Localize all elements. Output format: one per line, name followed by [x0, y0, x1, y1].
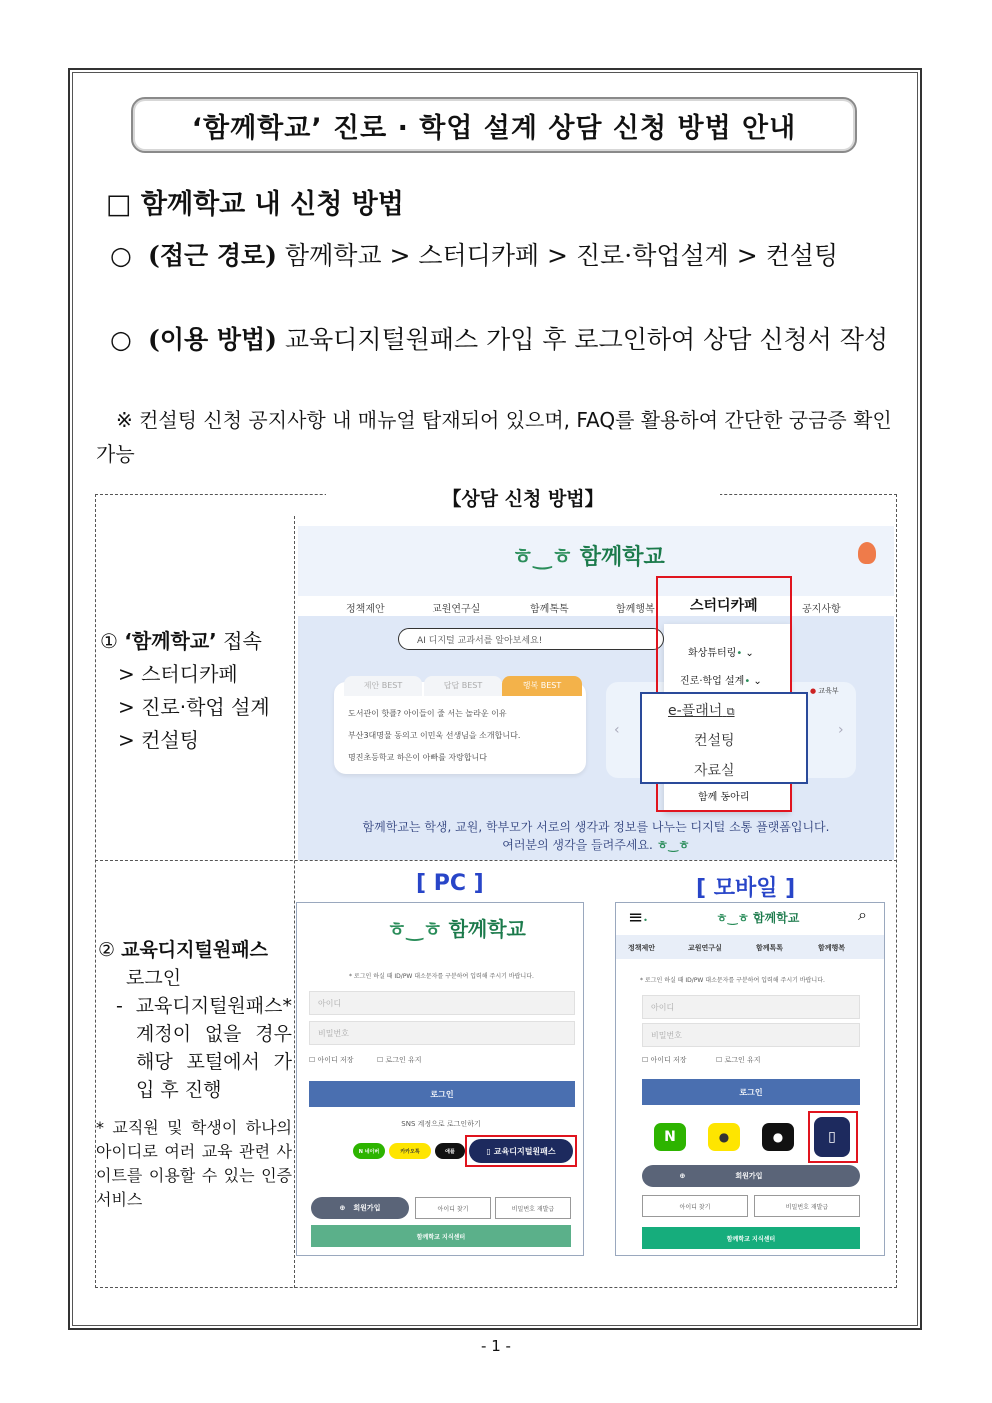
nav-tab[interactable]: 정책제안	[346, 604, 385, 615]
submenu-resources[interactable]: 자료실	[694, 763, 735, 779]
book-icon: ▯	[486, 1146, 491, 1156]
mobile-nav-tab[interactable]: 함께톡톡	[756, 944, 784, 952]
save-id-checkbox[interactable]: ☐ 아이디 저장	[309, 1056, 354, 1064]
chevron-right-icon[interactable]: ›	[838, 722, 844, 738]
find-id-button[interactable]: 아이디 찾기	[642, 1195, 748, 1217]
knowledge-center-button[interactable]: 함께학교 지식센터	[311, 1225, 571, 1247]
nav-tab[interactable]: 공지사항	[802, 604, 841, 615]
highlight-onepass	[465, 1135, 577, 1167]
search-input[interactable]: AI 디지털 교과서를 알아보세요!	[398, 628, 664, 650]
best-tab[interactable]: 답답 BEST	[424, 676, 502, 696]
naver-login-button[interactable]: N 네이버	[353, 1143, 385, 1159]
table-divider-horizontal	[95, 860, 897, 861]
footnote: * 교직원 및 학생이 하나의 아이디로 여러 교육 관련 사이트를 이용할 수 있는 인증 서비스	[96, 1118, 292, 1209]
bullet-text: 교육디지털원패스 가입 후 로그인하여 상담 신청서 작성	[284, 325, 889, 354]
site-logo: ㅎ‿ㅎ 함께학교	[512, 545, 665, 570]
find-id-button[interactable]: 아이디 찾기	[415, 1197, 491, 1219]
signup-button[interactable]: ⊕ 회원가입	[642, 1165, 860, 1187]
balloon-icon	[858, 542, 876, 564]
bullet-access-path: ○ (접근 경로) 함께학교 > 스터디카페 > 진로·학업설계 > 컨설팅	[110, 241, 839, 270]
table-title: 【상담 신청 방법】	[326, 484, 720, 514]
keep-login-checkbox[interactable]: ☐ 로그인 유지	[377, 1056, 422, 1064]
ministry-badge: ● 교육부	[810, 687, 839, 695]
mobile-nav-tab[interactable]: 정책제안	[628, 944, 656, 952]
apple-icon[interactable]: ●	[762, 1123, 794, 1151]
external-link-icon: ⧉	[726, 705, 735, 718]
site-tagline-2: 여러분의 생각을 들려주세요. ㅎ‿ㅎ	[502, 838, 690, 852]
reset-password-button[interactable]: 비밀번호 재발급	[495, 1197, 571, 1219]
onepass-icon[interactable]: ▯	[814, 1117, 850, 1157]
step2-cell: ② 교육디지털원패스 로그인 - 교육디지털원패스* 계정이 없을 경우 해당 포털에서 가입 후 진행	[98, 936, 292, 1104]
step1-item: > 컨설팅	[118, 728, 200, 752]
nav-tab-studycafe[interactable]: 스터디카페	[690, 598, 758, 614]
reset-password-button[interactable]: 비밀번호 재발급	[754, 1195, 860, 1217]
signup-button[interactable]: ⊕ 회원가입	[311, 1197, 409, 1219]
naver-icon[interactable]: N	[654, 1123, 686, 1151]
career-submenu	[640, 692, 808, 784]
mobile-nav-tab[interactable]: 함께행복	[818, 944, 846, 952]
bullet-usage: ○ (이용 방법) 교육디지털원패스 가입 후 로그인하여 상담 신청서 작성	[110, 325, 889, 354]
sns-title: SNS 계정으로 로그인하기	[401, 1120, 481, 1128]
best-tab-active[interactable]: 행복 BEST	[502, 676, 582, 696]
reference-note: ※ 컨설팅 신청 공지사항 내 매뉴얼 탑재되어 있으며, FAQ를 활용하여 간단한 궁금증 확인 가능	[96, 408, 892, 466]
step1-cell: ① ‘함께학교’ 접속 > 스터디카페 > 진로·학업 설계 > 컨설팅	[100, 625, 290, 757]
kakao-icon[interactable]: ●	[708, 1123, 740, 1151]
save-id-checkbox[interactable]: ☐ 아이디 저장	[642, 1056, 687, 1064]
post-item[interactable]: 부산3대명물 동의고 이민욱 선생님을 소개합니다.	[348, 731, 521, 740]
search-icon[interactable]: ⌕	[858, 905, 867, 924]
mobile-login-screenshot: ≡• ㅎ‿ㅎ 함께학교 ⌕ 정책제안 교원연구실 함께톡톡 함께행복 * 로그인 하실 때 ID/PW 대소문자를 구분하여 입력해 주시기 바랍니다. 아이디 비밀번호 ☐ 아이디 저장 ☐ 로그인 유지 로그인 N ● ● ▯ ⊕ 회원가입 아이디 찾기 비밀번호 재발급 함께학교 지식센터	[615, 902, 885, 1256]
login-button[interactable]: 로그인	[642, 1079, 860, 1105]
apple-login-button[interactable]: 애플	[435, 1143, 465, 1159]
dropdown-item-career[interactable]: 진로·학업 설계• ⌄	[680, 676, 762, 687]
menu-icon[interactable]: ≡•	[628, 907, 648, 928]
bullet-text: 함께학교 > 스터디카페 > 진로·학업설계 > 컨설팅	[284, 241, 839, 270]
best-tab[interactable]: 제안 BEST	[344, 676, 422, 696]
site-logo: ㅎ‿ㅎ 함께학교	[387, 917, 526, 941]
step1-item: > 진로·학업 설계	[118, 695, 270, 719]
pc-login-screenshot: ㅎ‿ㅎ 함께학교 * 로그인 하실 때 ID/PW 대소문자를 구분하여 입력해 주시기 바랍니다. 아이디 비밀번호 ☐ 아이디 저장 ☐ 로그인 유지 로그인 SNS 계정으로 로그인하기 N 네이버 카카오톡 애플 ▯ 교육디지털원패스 ⊕ 회원가입 아이디 찾기 비밀번호 재발급 함께학교 지식센터	[296, 902, 584, 1256]
pc-label: [ PC ]	[416, 871, 484, 896]
site-logo: ㅎ‿ㅎ 함께학교	[716, 911, 800, 925]
step1-item: > 스터디카페	[118, 662, 238, 686]
password-input[interactable]: 비밀번호	[309, 1021, 575, 1045]
section-heading: □ 함께학교 내 신청 방법	[106, 189, 404, 220]
post-item[interactable]: 도서관이 핫플? 아이들이 줄 서는 놀라운 이유	[348, 709, 507, 718]
kakao-login-button[interactable]: 카카오톡	[389, 1143, 431, 1159]
nav-tab[interactable]: 함께톡톡	[530, 604, 569, 615]
knowledge-center-button[interactable]: 함께학교 지식센터	[642, 1227, 860, 1249]
submenu-consulting[interactable]: 컨설팅	[694, 733, 735, 749]
page-title: ‘함께학교’ 진로 · 학업 설계 상담 신청 방법 안내	[131, 97, 857, 153]
nav-tab[interactable]: 교원연구실	[432, 604, 481, 615]
chevron-left-icon[interactable]: ‹	[614, 722, 620, 738]
submenu-eplanner[interactable]: e-플래너 ⧉	[668, 703, 735, 719]
mobile-nav-tab[interactable]: 교원연구실	[688, 944, 722, 952]
table-divider-vertical	[294, 516, 295, 1288]
bullet-label: (이용 방법)	[148, 325, 277, 354]
password-input[interactable]: 비밀번호	[642, 1023, 860, 1047]
id-input[interactable]: 아이디	[309, 991, 575, 1015]
id-input[interactable]: 아이디	[642, 995, 860, 1019]
highlight-onepass-mobile	[808, 1111, 858, 1163]
best-board	[334, 682, 586, 774]
signup-icon: ⊕	[679, 1172, 686, 1180]
page-number: - 1 -	[481, 1337, 511, 1355]
post-item[interactable]: 명진초등학교 하은이 아빠를 자랑합니다	[348, 753, 488, 762]
dropdown-item[interactable]: 화상튜터링• ⌄	[688, 648, 754, 659]
site-screenshot	[298, 526, 894, 860]
site-tagline: 함께학교는 학생, 교원, 학부모가 서로의 생각과 정보를 나누는 디지털 소통 플랫폼입니다.	[362, 820, 830, 834]
onepass-login-button[interactable]: ▯ 교육디지털원패스	[469, 1139, 573, 1163]
login-button[interactable]: 로그인	[309, 1081, 575, 1107]
nav-tab[interactable]: 함께행복	[616, 604, 655, 615]
keep-login-checkbox[interactable]: ☐ 로그인 유지	[716, 1056, 761, 1064]
signup-icon: ⊕	[339, 1204, 346, 1212]
step2-sub: - 교육디지털원패스* 계정이 없을 경우 해당 포털에서 가입 후 진행	[116, 995, 292, 1101]
bullet-label: (접근 경로)	[148, 241, 277, 270]
dropdown-item[interactable]: 함께 동아리	[698, 792, 750, 803]
mobile-label: [ 모바일 ]	[696, 876, 796, 901]
